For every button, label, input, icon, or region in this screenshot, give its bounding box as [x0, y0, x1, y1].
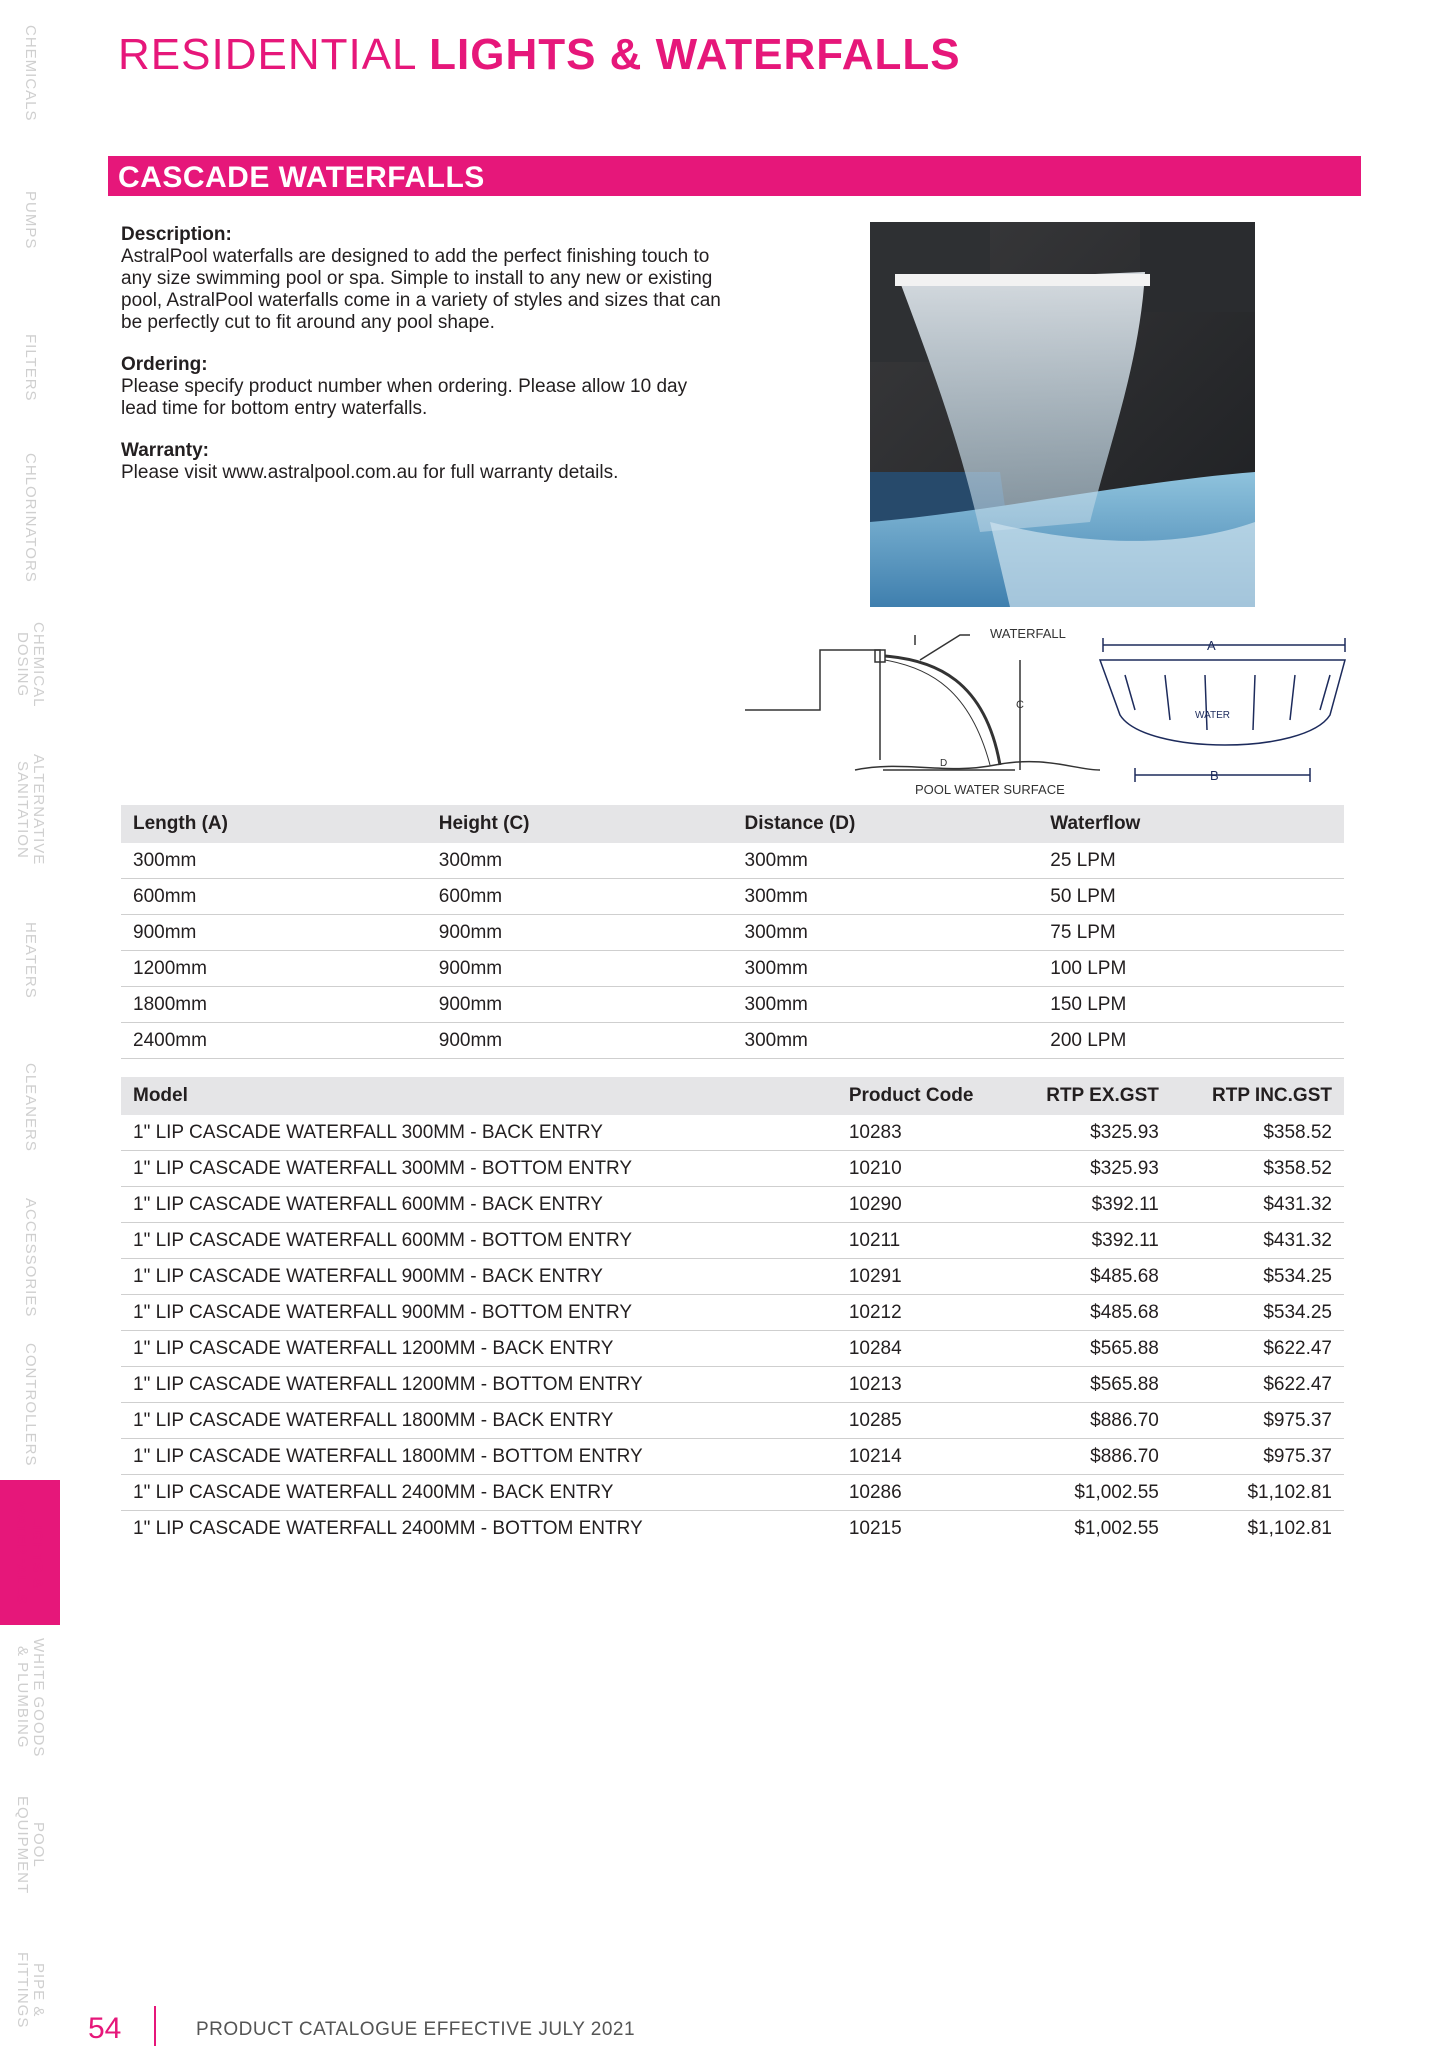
description-heading: Description: [121, 224, 232, 245]
page-number: 54 [88, 2012, 122, 2045]
table-row: 1800mm 900mm 300mm 150 LPM [121, 987, 1344, 1023]
sidebar-tab-pool-equipment[interactable]: POOL EQUIPMENT [14, 1795, 47, 1895]
svg-text:WATERFALL: WATERFALL [990, 626, 1066, 641]
svg-text:WATER: WATER [1195, 710, 1230, 721]
svg-text:POOL WATER SURFACE: POOL WATER SURFACE [915, 782, 1065, 797]
table-row: 1200mm 900mm 300mm 100 LPM [121, 951, 1344, 987]
table-header-row: Length (A) Height (C) Distance (D) Waterflow [121, 805, 1344, 843]
sidebar-tab-pipe-fittings[interactable]: PIPE & FITTINGS [14, 1951, 47, 2029]
description-text: AstralPool waterfalls are designed to add the perfect finishing touch to any size swimming pool or spa. Simple to install to any new or existing pool, AstralPool waterfalls come in a variety of styles and sizes that can be perfectly cut to fit around any pool shape. [121, 246, 721, 333]
dimensions-table [121, 805, 1344, 1059]
table-row: 1" LIP CASCADE WATERFALL 2400MM - BACK ENTRY 10286 $1,002.55 $1,102.81 [121, 1475, 1344, 1511]
svg-text:D: D [940, 758, 948, 769]
waterfall-dimension-diagram [745, 620, 1355, 800]
svg-text:A: A [1207, 638, 1216, 653]
sidebar-tab-alternative-sanitation[interactable]: ALTERNATIVE SANITATION [14, 754, 47, 866]
sidebar-tab-chlorinators[interactable]: CHLORINATORS [22, 452, 39, 583]
waterfall-photo [870, 222, 1255, 607]
sidebar-tab-chemical-dosing[interactable]: CHEMICAL DOSING [14, 622, 47, 708]
warranty-heading: Warranty: [121, 440, 209, 461]
table-row: 1" LIP CASCADE WATERFALL 1800MM - BACK ENTRY 10285 $886.70 $975.37 [121, 1403, 1344, 1439]
table-row: 600mm 600mm 300mm 50 LPM [121, 879, 1344, 915]
table-row: 1" LIP CASCADE WATERFALL 2400MM - BOTTOM ENTRY 10215 $1,002.55 $1,102.81 [133, 1517, 1332, 1539]
sidebar-tab-controllers[interactable]: CONTROLLERS [22, 1343, 39, 1467]
table-row: 1" LIP CASCADE WATERFALL 900MM - BACK ENTRY 10291 $485.68 $534.25 [121, 1259, 1344, 1295]
table-row: 1" LIP CASCADE WATERFALL 1200MM - BOTTOM ENTRY 10213 $565.88 $622.47 [121, 1367, 1344, 1403]
section-sidebar [0, 0, 60, 2048]
table-row: 1" LIP CASCADE WATERFALL 1800MM - BOTTOM ENTRY 10214 $886.70 $975.37 [121, 1439, 1344, 1475]
sidebar-tab-lights-waterfalls[interactable]: LIGHTS & WATERFALLS [0, 1480, 60, 1625]
svg-text:C: C [1016, 699, 1024, 711]
sidebar-tab-heaters[interactable]: HEATERS [22, 921, 39, 999]
sidebar-tab-chemicals[interactable]: CHEMICALS [22, 24, 39, 122]
table-row: 1" LIP CASCADE WATERFALL 300MM - BACK ENTRY 10283 $325.93 $358.52 [121, 1115, 1344, 1151]
table-row: 1" LIP CASCADE WATERFALL 900MM - BOTTOM ENTRY 10212 $485.68 $534.25 [121, 1295, 1344, 1331]
table-row: 1" LIP CASCADE WATERFALL 300MM - BOTTOM ENTRY 10210 $325.93 $358.52 [121, 1151, 1344, 1187]
table-row: 1" LIP CASCADE WATERFALL 1200MM - BACK ENTRY 10284 $565.88 $622.47 [121, 1331, 1344, 1367]
sidebar-tab-accessories[interactable]: ACCESSORIES [22, 1197, 39, 1318]
sidebar-tab-white-goods[interactable]: WHITE GOODS & PLUMBING [14, 1637, 47, 1758]
ordering-text: Please specify product number when ordering. Please allow 10 day lead time for bottom entry waterfalls. [121, 376, 688, 419]
table-row: 300mm 300mm 300mm 25 LPM [121, 843, 1344, 879]
table-row: 1" LIP CASCADE WATERFALL 600MM - BOTTOM ENTRY 10211 $392.11 $431.32 [121, 1223, 1344, 1259]
description-block [121, 224, 721, 504]
table-row: 2400mm 900mm 300mm 200 LPM [121, 1023, 1344, 1059]
footer-divider [154, 2006, 156, 2046]
sidebar-tab-filters[interactable]: FILTERS [22, 333, 39, 402]
product-price-table [121, 1077, 1344, 1546]
svg-text:B: B [1210, 768, 1219, 783]
table-row: 900mm 900mm 300mm 75 LPM [121, 915, 1344, 951]
warranty-text: Please visit www.astralpool.com.au for full warranty details. [121, 462, 619, 483]
page-title: RESIDENTIAL LIGHTS & WATERFALLS [118, 30, 961, 79]
table-row: 1" LIP CASCADE WATERFALL 600MM - BACK ENTRY 10290 $392.11 $431.32 [121, 1187, 1344, 1223]
section-heading-bar [108, 156, 1361, 196]
sidebar-tab-cleaners[interactable]: CLEANERS [22, 1063, 39, 1152]
ordering-heading: Ordering: [121, 354, 208, 375]
table-header-row: Model Product Code RTP EX.GST RTP INC.GST [121, 1077, 1344, 1115]
section-heading: CASCADE WATERFALLS [118, 161, 485, 194]
sidebar-tab-pumps[interactable]: PUMPS [22, 190, 39, 250]
footer-text: PRODUCT CATALOGUE EFFECTIVE JULY 2021 [196, 2019, 636, 2040]
